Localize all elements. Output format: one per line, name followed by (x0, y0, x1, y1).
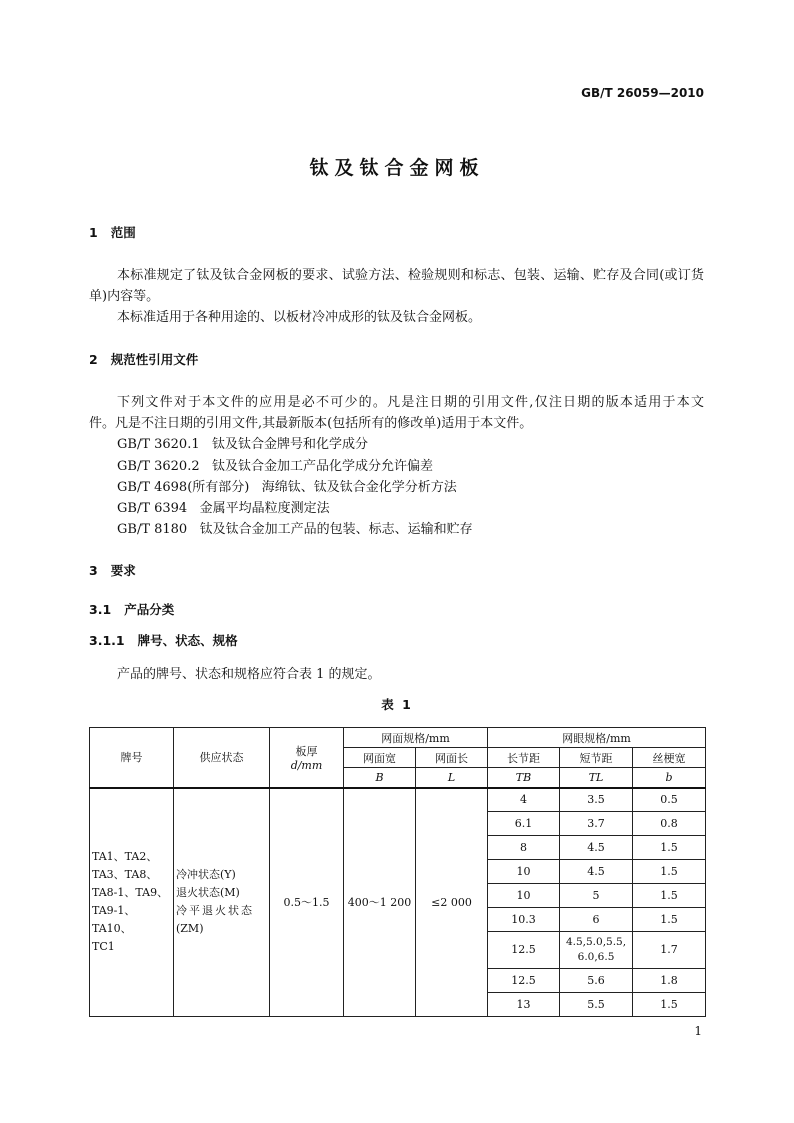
long-pitch-cell: 12.5 (488, 932, 560, 969)
section-3-1-heading: 3.1 产品分类 (89, 602, 175, 617)
short-pitch-cell: 5 (560, 884, 633, 908)
section-1-para2: 本标准适用于各种用途的、以板材冷冲成形的钛及钛合金网板。 (117, 310, 482, 325)
grade-line: TA1、TA2、 (92, 850, 158, 864)
section-1-para1-line2: 单)内容等。 (89, 289, 160, 304)
spec-table (89, 727, 706, 1017)
long-pitch-cell: 8 (488, 836, 560, 860)
section-2-intro-line2: 件。凡是不注日期的引用文件,其最新版本(包括所有的修改单)适用于本文件。 (89, 416, 533, 431)
state-line: 冷冲状态(Y) (176, 868, 236, 882)
section-3-1-1-text: 产品的牌号、状态和规格应符合表 1 的规定。 (117, 667, 381, 682)
long-pitch-cell: 10.3 (488, 908, 560, 932)
reference-item: GB/T 3620.1 钛及钛合金牌号和化学成分 (117, 437, 369, 452)
grade-line: TA9-1、TA10、 (92, 904, 136, 936)
wire-width-cell: 0.5 (633, 788, 706, 812)
header-state: 供应状态 (174, 728, 270, 788)
state-line: (ZM) (176, 922, 204, 936)
long-pitch-cell: 6.1 (488, 812, 560, 836)
reference-item: GB/T 6394 金属平均晶粒度测定法 (117, 501, 330, 516)
short-pitch-cell: 4.5 (560, 860, 633, 884)
document-title: 钛及钛合金网板 (309, 157, 485, 179)
length-cell: ≤2 000 (416, 788, 488, 1017)
section-3-1-1-heading: 3.1.1 牌号、状态、规格 (89, 633, 238, 648)
long-pitch-cell: 13 (488, 992, 560, 1016)
short-pitch-cell: 3.5 (560, 788, 633, 812)
reference-item: GB/T 8180 钛及钛合金加工产品的包装、标志、运输和贮存 (117, 522, 473, 537)
section-1-heading: 1 范围 (89, 225, 136, 240)
header-length-symbol: L (416, 768, 488, 788)
reference-item: GB/T 4698(所有部分) 海绵钛、钛及钛合金化学分析方法 (117, 480, 457, 495)
wire-width-cell: 1.8 (633, 968, 706, 992)
long-pitch-cell: 4 (488, 788, 560, 812)
header-short-pitch: 短节距 (560, 748, 633, 768)
short-pitch-cell (560, 932, 633, 969)
header-mesh-surface: 网面规格/mm (344, 728, 488, 748)
wire-width-cell: 1.5 (633, 884, 706, 908)
wire-width-cell: 1.7 (633, 932, 706, 969)
section-1-para1-line1: 本标准规定了钛及钛合金网板的要求、试验方法、检验规则和标志、包装、运输、贮存及合同(或订货 (117, 268, 704, 283)
short-pitch-line: 6.0,6.5 (577, 950, 615, 963)
wire-width-cell: 0.8 (633, 812, 706, 836)
section-2-intro-line1: 下列文件对于本文件的应用是必不可少的。凡是注日期的引用文件,仅注日期的版本适用于本文 (117, 395, 704, 410)
wire-width-cell: 1.5 (633, 908, 706, 932)
state-line: 冷平退火状态 (176, 904, 254, 918)
table-caption: 表 1 (381, 697, 413, 712)
states-cell (174, 788, 270, 1017)
short-pitch-cell: 5.5 (560, 992, 633, 1016)
long-pitch-cell: 10 (488, 860, 560, 884)
header-mesh-hole: 网眼规格/mm (488, 728, 706, 748)
short-pitch-cell: 5.6 (560, 968, 633, 992)
short-pitch-cell: 4.5 (560, 836, 633, 860)
short-pitch-cell: 3.7 (560, 812, 633, 836)
header-wire-width-symbol: b (633, 768, 706, 788)
header-grade: 牌号 (90, 728, 174, 788)
grade-line: TA3、TA8、 (92, 868, 158, 882)
wire-width-cell: 1.5 (633, 992, 706, 1016)
grade-line: TC1 (92, 940, 115, 954)
long-pitch-cell: 10 (488, 884, 560, 908)
short-pitch-line: 4.5,5.0,5.5, (565, 935, 627, 948)
section-2-heading: 2 规范性引用文件 (89, 352, 199, 367)
section-3-heading: 3 要求 (89, 563, 136, 578)
header-thickness-unit: d/mm (290, 758, 323, 772)
header-thickness-label: 板厚 (295, 744, 318, 758)
header-width: 网面宽 (344, 748, 416, 768)
short-pitch-cell: 6 (560, 908, 633, 932)
header-length: 网面长 (416, 748, 488, 768)
header-short-pitch-symbol: TL (560, 768, 633, 788)
page-number: 1 (694, 1024, 702, 1038)
width-cell: 400～1 200 (344, 788, 416, 1017)
wire-width-cell: 1.5 (633, 860, 706, 884)
grade-line: TA8-1、TA9、 (92, 886, 169, 900)
thickness-cell: 0.5～1.5 (270, 788, 344, 1017)
header-long-pitch: 长节距 (488, 748, 560, 768)
header-long-pitch-symbol: TB (488, 768, 560, 788)
state-line: 退火状态(M) (176, 886, 240, 900)
grades-cell (90, 788, 174, 1017)
header-width-symbol: B (344, 768, 416, 788)
reference-item: GB/T 3620.2 钛及钛合金加工产品化学成分允许偏差 (117, 459, 434, 474)
header-wire-width: 丝梗宽 (633, 748, 706, 768)
long-pitch-cell: 12.5 (488, 968, 560, 992)
standard-number: GB/T 26059—2010 (581, 86, 704, 100)
wire-width-cell: 1.5 (633, 836, 706, 860)
header-thickness (270, 728, 344, 788)
